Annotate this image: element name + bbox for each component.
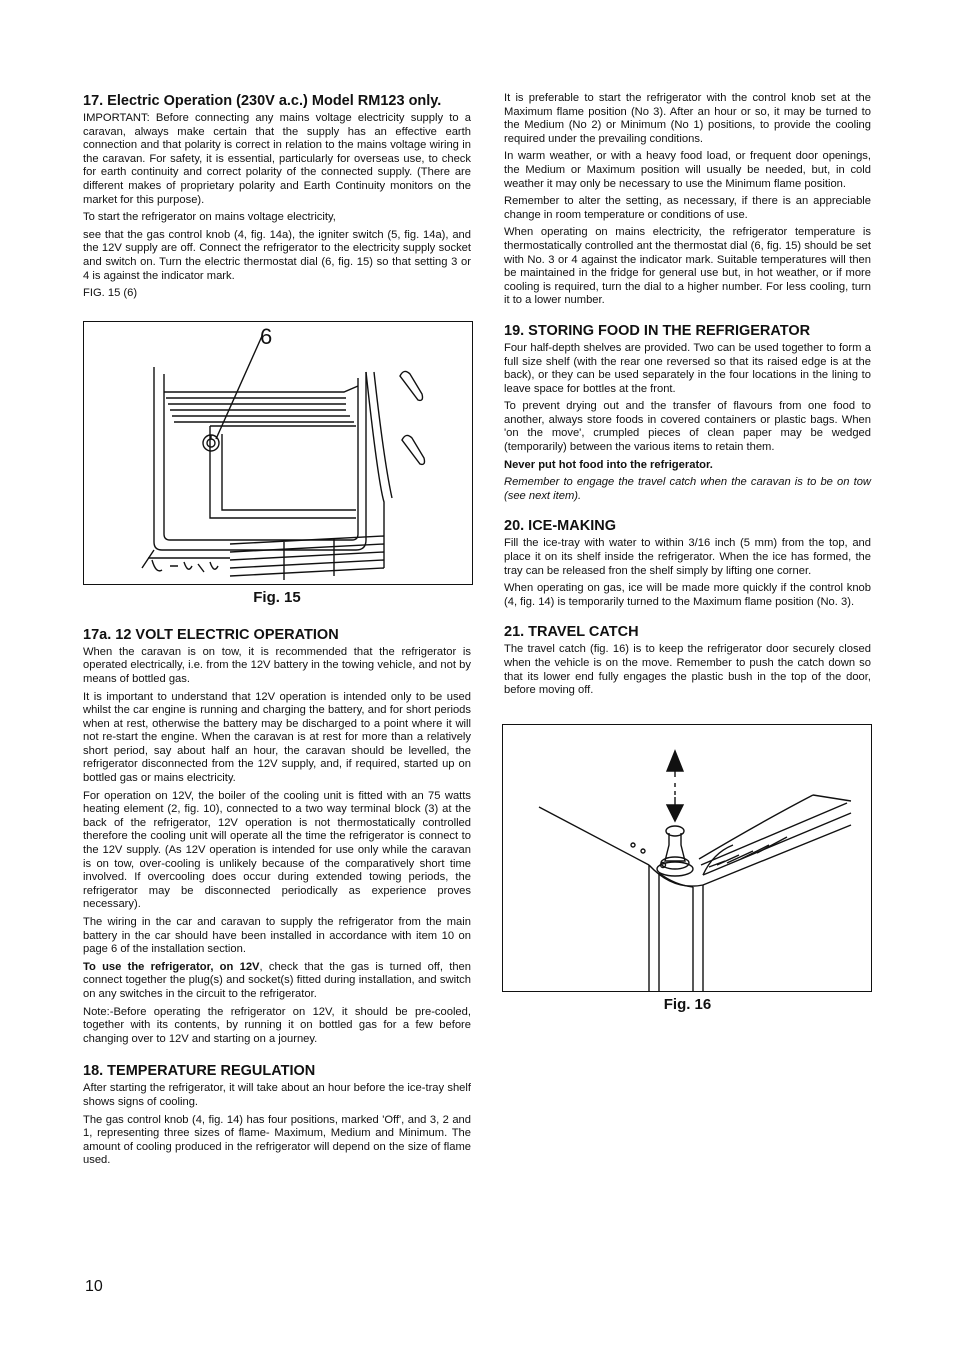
- section-19-warning: Never put hot food into the refrigerator.: [504, 458, 713, 471]
- instruction-bold-lead: To use the refrigerator, on 12V: [83, 960, 260, 973]
- section-17a-title: 17a. 12 VOLT ELECTRIC OPERATION: [83, 626, 339, 643]
- section-20-paragraph: When operating on gas, ice will be made more quickly if the control knob (4, fig. 14) is temporarily turned to the Maximum flame position (No. 3).: [504, 582, 871, 608]
- section-20-title: 20. ICE-MAKING: [504, 518, 616, 535]
- section-18-paragraph: It is preferable to start the refrigerator with the control knob set at the Maximum flame position (No 3). After an hour or so, it may be turned to the Medium (No 2) or Minimum (No 1) positions, to provide the cooling required under the prevailing conditions.: [504, 92, 871, 145]
- section-17a-paragraph: It is important to understand that 12V operation is intended only to be used whilst the car engine is running and charging the battery, and for short periods when at rest, otherwise the battery may be discharged to a point where it will not re-start the engine. When the caravan is at rest for more than a relatively short period, say about half an hour, the caravan should be levelled, the refrigerator disconnected from the 12V supply, and, if required, started up on bottled gas or mains electricity.: [83, 690, 471, 785]
- section-17-title: 17. Electric Operation (230V a.c.) Model RM123 only.: [83, 93, 442, 109]
- section-17-paragraph: To start the refrigerator on mains voltage electricity,: [83, 211, 336, 224]
- section-17a-paragraph: For operation on 12V, the boiler of the cooling unit is fitted with an 75 watts heating element (2, fig. 10), connected to a two way terminal block (3) at the back of the refrigerator, 12V operation is not thermostatically controlled therefore the cooling unit will operate all the time the refrigerator is connect to the 12V supply. (As 12V operation is intended for use only while the caravan is on tow, over-cooling is unlikely because of the comparatively short time involved. If overcooling does occur during extended towing periods, the refrigerator may be disconnected periodically as experience proves necessary).: [83, 789, 471, 911]
- section-17a-paragraph: The wiring in the car and caravan to supply the refrigerator from the main battery in the car should have been installed in accordance with item 10 on page 6 of the installation section.: [83, 916, 471, 956]
- section-20-paragraph: Fill the ice-tray with water to within 3/16 inch (5 mm) from the top, and place it on its shelf inside the refrigerator. When the ice has formed, the tray can be released fron the shelf simply by lifting one corner.: [504, 537, 871, 577]
- section-17-paragraph: IMPORTANT: Before connecting any mains voltage electricity supply to a caravan, always make certain that the supply has an effective earth connection and that polarity is correct in relation to the mains voltage wiring in the caravan. For safety, it is essential, particularly for overseas use, to check for earth continuity and correct polarity of the connected supply. (There are different makes of proprietary polarity and Earth Continuity monitors on the market for this purpose).: [83, 112, 471, 206]
- section-17a-paragraph: When the caravan is on tow, it is recommended that the refrigerator is operated electrically, i.e. from the 12V battery in the towing vehicle, and not by means of bottled gas.: [83, 645, 471, 685]
- section-21-title: 21. TRAVEL CATCH: [504, 624, 639, 641]
- left-column: [83, 92, 471, 1172]
- section-17-paragraph: see that the gas control knob (4, fig. 14a), the igniter switch (5, fig. 14a), and the 12V supply are off. Connect the refrigerator to the electricity supply socket and switch on. Turn the electric thermostat dial (6, fig. 15) so that setting 3 or 4 is against the indicator mark.: [83, 228, 471, 282]
- section-19-paragraph: To prevent drying out and the transfer of flavours from one food to another, always store foods in covered containers or plastic bags. When 'on the move', crumpled pieces of clean paper may be wedged (temporarily) between the various items to retain them.: [504, 400, 871, 454]
- section-17-paragraph: FIG. 15 (6): [83, 287, 138, 300]
- section-17a-paragraph: Note:-Before operating the refrigerator on 12V, it should be pre-cooled, together with its contents, by running it on bottled gas for a few before changing over to 12V and starting on a journey.: [83, 1005, 471, 1045]
- section-19-paragraph: Four half-depth shelves are provided. Two can be used together to form a full size shelf (with the rear one reversed so that its raised edge is at the back), or they can be used separately in the four locations in the lining to leave space for bottles at the front.: [504, 341, 871, 395]
- right-column: [504, 92, 871, 1013]
- section-18-paragraph: The gas control knob (4, fig. 14) has four positions, marked 'Off', and 3, 2 and 1, representing three sizes of flame- Maximum, Medium and Minimum. The amount of cooling produced in the refrigerator will depend on the size of flame used.: [83, 1113, 471, 1167]
- section-18-paragraph: After starting the refrigerator, it will take about an hour before the ice-tray shelf shows signs of cooling.: [83, 1082, 471, 1108]
- section-17a-paragraph: [83, 961, 471, 1002]
- section-21-paragraph: The travel catch (fig. 16) is to keep the refrigerator door securely closed when the vehicle is on the move. Remember to push the catch down so that its lower end fully engages the plastic bush in the top of the door, before moving off.: [504, 643, 871, 697]
- travel-catch-illustration: [503, 725, 871, 991]
- instruction-text: , check that the gas is turned off, then connect together the plug(s) and socket(s) fitted during installation, and switch on any switches in the circuit to the refrigerator.: [83, 960, 471, 1000]
- figure-16: [502, 724, 872, 992]
- figure-15-callout: 6: [260, 323, 273, 349]
- section-19-note: Remember to engage the travel catch when the caravan is to be on tow (see next item).: [504, 476, 871, 502]
- figure-15: [83, 321, 473, 585]
- section-18-paragraph: In warm weather, or with a heavy food load, or frequent door openings, the Medium or Maximum position will usually be needed, but, in cold weather it may only be necessary to use the Minimum flame position.: [504, 150, 871, 190]
- fridge-interior-illustration: [84, 322, 472, 584]
- figure-15-caption: Fig. 15: [253, 588, 301, 606]
- section-18-paragraph: When operating on mains electricity, the refrigerator temperature is thermostatically controlled ant the thermostat dial (6, fig. 15) should be set with No. 3 or 4 against the indicator mark. Suitable temperatures will then be maintained in the fridge for general use but, in hot weather, or if more cooling is required, turn the dial to a higher number. For less cooling, turn it to a lower number.: [504, 226, 871, 307]
- section-19-title: 19. STORING FOOD IN THE REFRIGERATOR: [504, 322, 811, 339]
- figure-16-caption: Fig. 16: [663, 995, 712, 1013]
- page-number: 10: [85, 1278, 103, 1295]
- section-18-title: 18. TEMPERATURE REGULATION: [83, 1063, 316, 1080]
- section-18-paragraph: Remember to alter the setting, as necessary, if there is an appreciable change in room temperature or conditions of use.: [504, 195, 871, 221]
